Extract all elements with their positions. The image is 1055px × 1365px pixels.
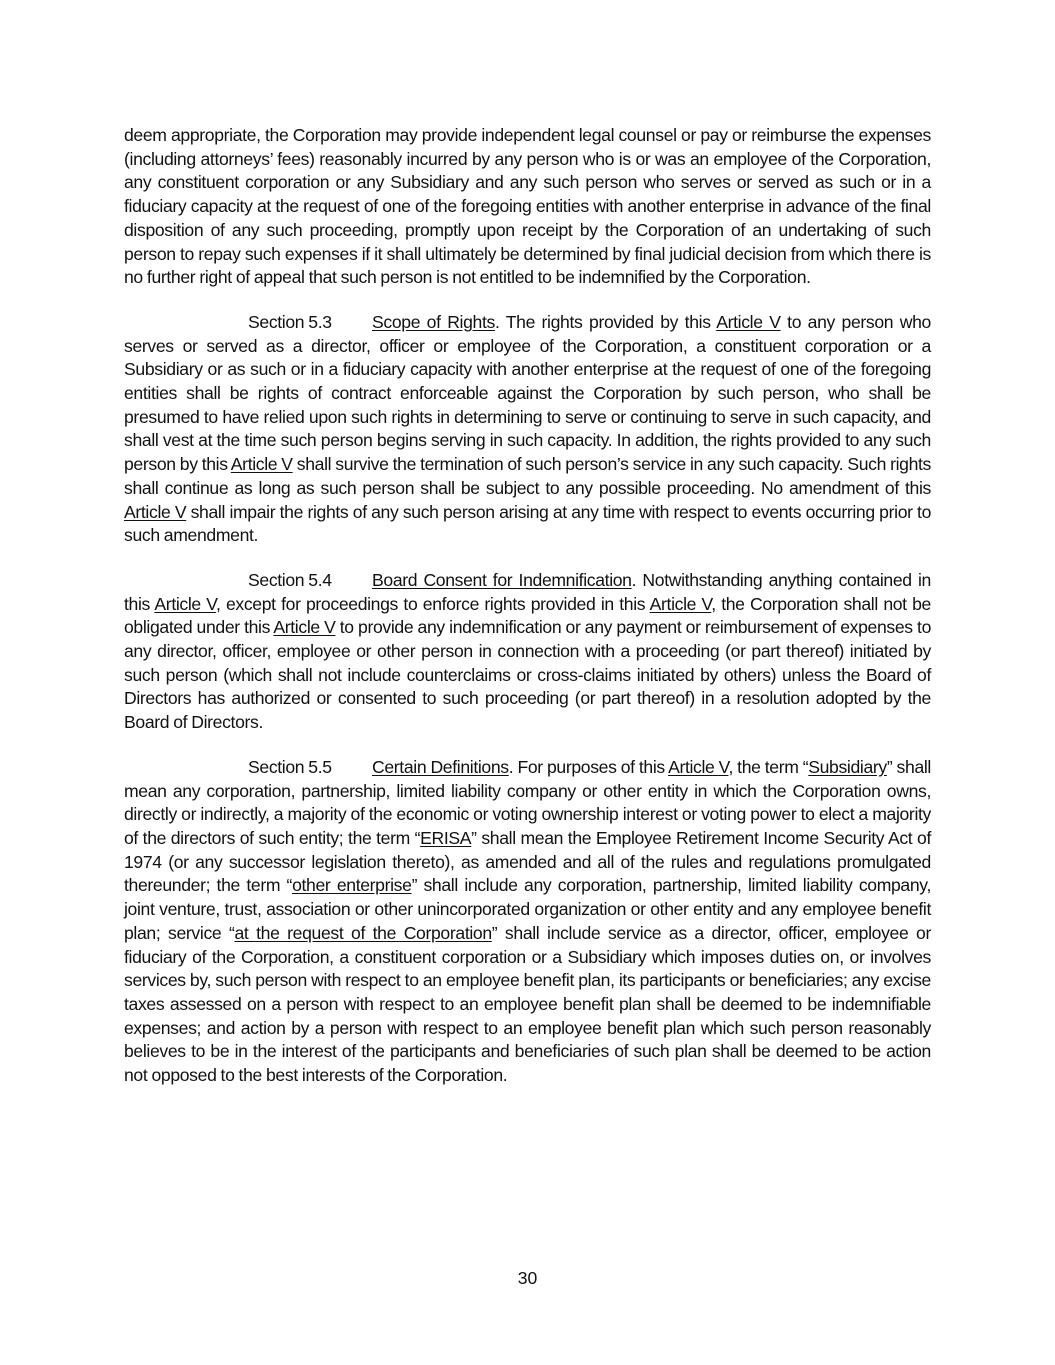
- defined-term-erisa: ERISA: [420, 827, 472, 848]
- body-text: ” shall include service as a director, officer, employee or fiduciary of the Corporation, a constituent corporation or a Subsidiary which imposes duties on, or involves services by, such person with respect to an employee benefit plan, its participants or beneficiaries; any excise taxes assessed on a person with respect to an employee benefit plan shall be deemed to be indemnifiable expenses; and action by a person with respect to an employee benefit plan which such person reasonably believes to be in the interest of the participants and beneficiaries of such plan shall be deemed to be action not opposed to the best interests of the Corporation.: [124, 922, 931, 1086]
- section-heading: Scope of Rights: [372, 311, 495, 332]
- section-5-5-paragraph: [124, 756, 931, 1088]
- section-number: Section 5.4: [248, 569, 332, 590]
- section-5-3-paragraph: [124, 311, 931, 548]
- body-text: shall impair the rights of any such person arising at any time with respect to events occurring prior to such amendment.: [124, 501, 932, 546]
- defined-term-at-request: at the request of the Corporation: [234, 922, 492, 943]
- defined-term-other-enterprise: other enterprise: [292, 875, 412, 896]
- body-text: , the term “: [728, 756, 809, 777]
- body-text: . The rights provided by this: [494, 311, 717, 332]
- page-number: 30: [517, 1268, 538, 1288]
- body-text: . For purposes of this: [508, 756, 669, 777]
- article-reference: Article V: [668, 756, 729, 777]
- section-heading: Certain Definitions: [372, 756, 509, 777]
- article-reference: Article V: [716, 311, 781, 332]
- article-reference: Article V: [124, 501, 187, 522]
- body-text: ” shall mean any corporation, partnership, limited liability company or other entity in which the Corporation owns, directly or indirectly, a majority of the economic or voting ownership interest or voting power to elect a majority of the directors of such entity; the term “: [124, 756, 931, 848]
- body-text: , the Corporation shall not be obligated under this: [124, 593, 931, 638]
- section-5-4-paragraph: [124, 569, 931, 735]
- continuation-text: deem appropriate, the Corporation may provide independent legal counsel or pay or reimburse the expenses (including attorneys’ fees) reasonably incurred by any person who is or was an employee of the Corporation, any constituent corporation or any Subsidiary and any such person who serves or served as such or in a fiduciary capacity at the request of one of the foregoing entities with another enterprise in advance of the final disposition of any such proceeding, promptly upon receipt by the Corporation of an undertaking of such person to repay such expenses if it shall ultimately be determined by final judicial decision from which there is no further right of appeal that such person is not entitled to be indemnified by the Corporation.: [124, 125, 931, 288]
- article-reference: Article V: [154, 593, 217, 614]
- section-number: Section 5.5: [248, 756, 332, 777]
- body-text: to provide any indemnification or any payment or reimbursement of expenses to any director, officer, employee or other person in connection with a proceeding (or part thereof) initiated by such person (which shall not include counterclaims or cross-claims initiated by others) unless the Board of Directors has authorized or consented to such proceeding (or part thereof) in a resolution adopted by the Board of Directors.: [124, 617, 931, 733]
- body-text: ” shall include any corporation, partnership, limited liability company, joint venture, trust, association or other unincorporated organization or other entity and any employee benefit plan; service “: [124, 875, 931, 943]
- article-reference: Article V: [273, 617, 336, 638]
- section-number: Section 5.3: [248, 311, 332, 332]
- article-reference: Article V: [649, 593, 712, 614]
- defined-term-subsidiary: Subsidiary: [808, 756, 887, 777]
- article-reference: Article V: [230, 454, 293, 475]
- body-text: ” shall mean the Employee Retirement Income Security Act of 1974 (or any successor legislation thereto), as amended and all of the rules and regulations promulgated thereunder; the term “: [124, 827, 931, 896]
- body-text: , except for proceedings to enforce rights provided in this: [216, 593, 650, 614]
- document-page: [124, 124, 931, 1109]
- body-text: to any person who serves or served as a director, officer or employee of the Corporation, a constituent corporation or a Subsidiary or as such or in a fiduciary capacity with another enterprise at the request of one of the foregoing entities shall be rights of contract enforceable against the Corporation by such person, who shall be presumed to have relied upon such rights in determining to serve or continuing to serve in such capacity, and shall vest at the time such person begins serving in such capacity. In addition, the rights provided to any such person by this: [124, 311, 931, 475]
- body-text: . Notwithstanding anything contained in this: [124, 569, 931, 614]
- section-heading: Board Consent for Indemnification: [372, 569, 632, 590]
- body-text: shall survive the termination of such person’s service in any such capacity. Such rights shall continue as long as such person shall be subject to any possible proceeding. No amendment of this: [124, 454, 932, 498]
- continuation-paragraph: [124, 124, 931, 290]
